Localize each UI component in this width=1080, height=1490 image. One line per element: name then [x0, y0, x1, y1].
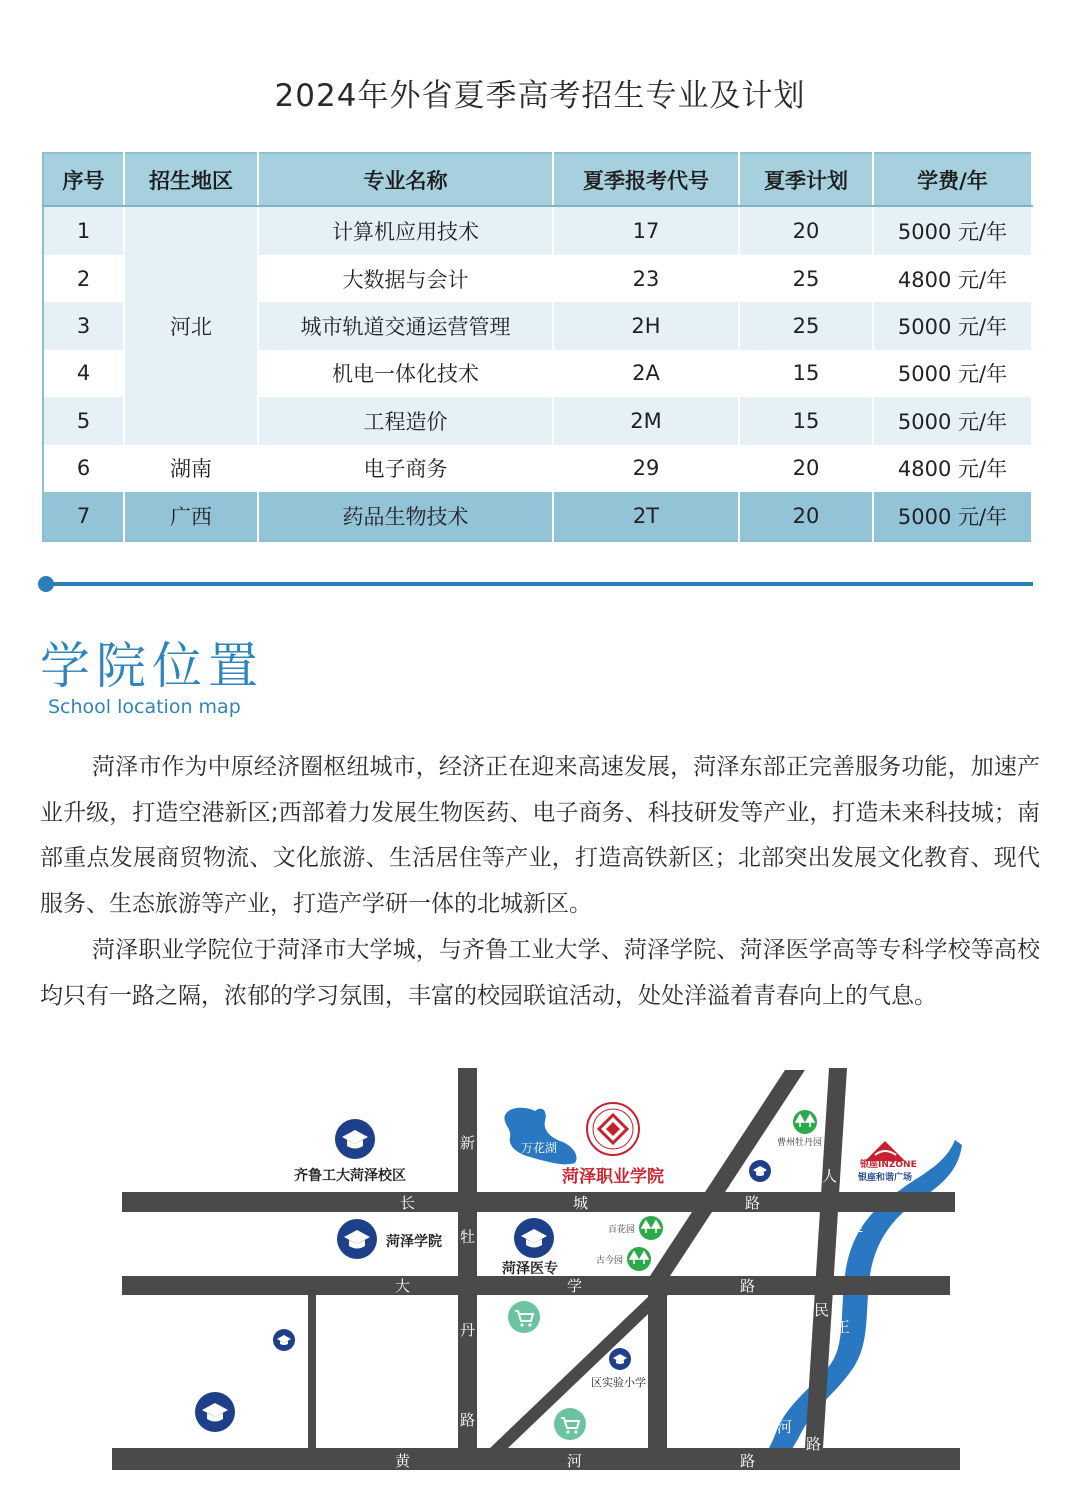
table-row	[43, 445, 1032, 492]
cell-fee: 5000 元/年	[873, 206, 1032, 255]
school-icon	[337, 1219, 377, 1259]
yinzuo-label: 银座和谐广场	[858, 1173, 913, 1183]
cell-plan: 15	[739, 350, 873, 397]
west-road	[308, 1295, 316, 1448]
cell-no: 3	[43, 302, 124, 349]
header-no: 序号	[43, 153, 124, 206]
road-label: 人	[822, 1167, 838, 1185]
road-label: 牡	[460, 1228, 476, 1246]
qilu-label: 齐鲁工大菏泽校区	[294, 1168, 406, 1184]
river-label: 河	[777, 1418, 793, 1436]
header-plan: 夏季计划	[739, 153, 873, 206]
primary-school-label: 区实验小学	[591, 1376, 646, 1389]
gujin-park-label: 古今园	[596, 1256, 624, 1266]
divider-dot	[38, 576, 54, 592]
location-map-svg	[40, 1045, 1040, 1490]
park-icon	[639, 1216, 663, 1240]
cell-code: 2A	[553, 350, 739, 397]
cell-fee: 5000 元/年	[873, 397, 1032, 444]
header-fee: 学费/年	[873, 153, 1032, 206]
wanhua-lake	[504, 1108, 576, 1165]
header-code: 夏季报考代号	[553, 153, 739, 206]
river-label: 赵	[848, 1217, 864, 1235]
road-label: 黄	[395, 1452, 411, 1470]
table-header-row	[43, 153, 1032, 206]
park-icon	[793, 1110, 817, 1134]
road-label: 民	[814, 1301, 830, 1319]
cell-no: 1	[43, 206, 124, 255]
table-row	[43, 492, 1032, 541]
heze-medical-label: 菏泽医专	[502, 1261, 558, 1277]
road-label: 丹	[460, 1321, 476, 1339]
road-label: 路	[745, 1194, 761, 1212]
cell-code: 23	[553, 255, 739, 302]
road-label: 城	[573, 1194, 589, 1212]
road-label: 新	[460, 1134, 476, 1152]
cell-fee: 4800 元/年	[873, 255, 1032, 302]
road-label: 路	[460, 1411, 476, 1429]
cell-plan: 20	[739, 206, 873, 255]
hzvc-label: 菏泽职业学院	[562, 1167, 664, 1187]
shopping-cart-icon	[554, 1408, 586, 1440]
school-icon	[749, 1160, 771, 1182]
cell-no: 4	[43, 350, 124, 397]
cell-region: 湖南	[124, 445, 258, 492]
road-label: 路	[740, 1277, 756, 1295]
hzvc-logo	[587, 1103, 639, 1155]
cell-major: 大数据与会计	[258, 255, 553, 302]
park-icon	[627, 1247, 651, 1271]
school-icon	[195, 1392, 235, 1432]
shopping-cart-icon	[508, 1301, 540, 1333]
road-label: 学	[567, 1277, 583, 1295]
yinzuo-logo-icon	[865, 1141, 905, 1161]
cell-plan: 25	[739, 255, 873, 302]
cell-plan: 20	[739, 492, 873, 541]
huanghe-road	[112, 1448, 960, 1470]
cell-fee: 5000 元/年	[873, 302, 1032, 349]
yinzuo-brand: 银座INZONE	[860, 1160, 917, 1170]
road-label: 大	[395, 1277, 411, 1295]
cell-fee: 5000 元/年	[873, 350, 1032, 397]
road-label: 河	[567, 1452, 583, 1470]
cell-major: 电子商务	[258, 445, 553, 492]
river-label: 王	[835, 1318, 851, 1336]
location-map	[40, 1045, 1040, 1490]
section-subtitle: School location map	[48, 696, 241, 718]
cell-plan: 25	[739, 302, 873, 349]
road-label: 路	[740, 1452, 756, 1470]
school-icon	[335, 1119, 375, 1159]
cell-no: 5	[43, 397, 124, 444]
baihua-park-label: 百花园	[608, 1225, 636, 1235]
cell-major: 机电一体化技术	[258, 350, 553, 397]
heze-college-label: 菏泽学院	[386, 1234, 442, 1250]
cell-fee: 5000 元/年	[873, 492, 1032, 541]
cell-code: 17	[553, 206, 739, 255]
cell-code: 2T	[553, 492, 739, 541]
cell-region: 河北	[124, 206, 258, 445]
road-label: 路	[806, 1435, 822, 1453]
cell-plan: 15	[739, 397, 873, 444]
cell-major: 工程造价	[258, 397, 553, 444]
cell-region: 广西	[124, 492, 258, 541]
cell-plan: 20	[739, 445, 873, 492]
page-title: 2024年外省夏季高考招生专业及计划	[274, 78, 806, 114]
cell-code: 29	[553, 445, 739, 492]
cell-no: 6	[43, 445, 124, 492]
cell-no: 7	[43, 492, 124, 541]
school-icon	[273, 1329, 295, 1351]
cell-code: 2M	[553, 397, 739, 444]
header-major: 专业名称	[258, 153, 553, 206]
road-label: 长	[400, 1194, 416, 1212]
middle-road	[648, 1295, 667, 1448]
diagonal-road-1	[650, 1070, 805, 1276]
table-row	[43, 206, 1032, 255]
wanhua-lake-label: 万花湖	[521, 1141, 558, 1155]
header-region: 招生地区	[124, 153, 258, 206]
school-icon	[609, 1348, 631, 1370]
caozhou-park-label: 曹州牡丹园	[777, 1138, 823, 1148]
cell-major: 城市轨道交通运营管理	[258, 302, 553, 349]
cell-code: 2H	[553, 302, 739, 349]
cell-no: 2	[43, 255, 124, 302]
cell-major: 计算机应用技术	[258, 206, 553, 255]
cell-fee: 4800 元/年	[873, 445, 1032, 492]
school-icon	[514, 1218, 554, 1258]
section-divider	[50, 582, 1033, 586]
paragraph-college: 菏泽职业学院位于菏泽市大学城，与齐鲁工业大学、菏泽学院、菏泽医学高等专科学校等高校均只有一路之隔，浓郁的学习氛围，丰富的校园联谊活动，处处洋溢着青春向上的气息。	[40, 937, 1040, 1009]
xinmudan-road	[458, 1068, 477, 1448]
cell-major: 药品生物技术	[258, 492, 553, 541]
paragraph-city: 菏泽市作为中原经济圈枢纽城市，经济正在迎来高速发展，菏泽东部正完善服务功能，加速产业升级，打造空港新区;西部着力发展生物医药、电子商务、科技研发等产业，打造未来科技城；南部重点发展商贸物流、文化旅游、生活居住等产业，打造高铁新区；北部突出发展文化教育、现代服务、生态旅游等产业，打造产学研一体的北城新区。	[40, 754, 1040, 917]
section-title: 学院位置	[40, 637, 264, 695]
enrollment-plan-table	[42, 152, 1033, 542]
